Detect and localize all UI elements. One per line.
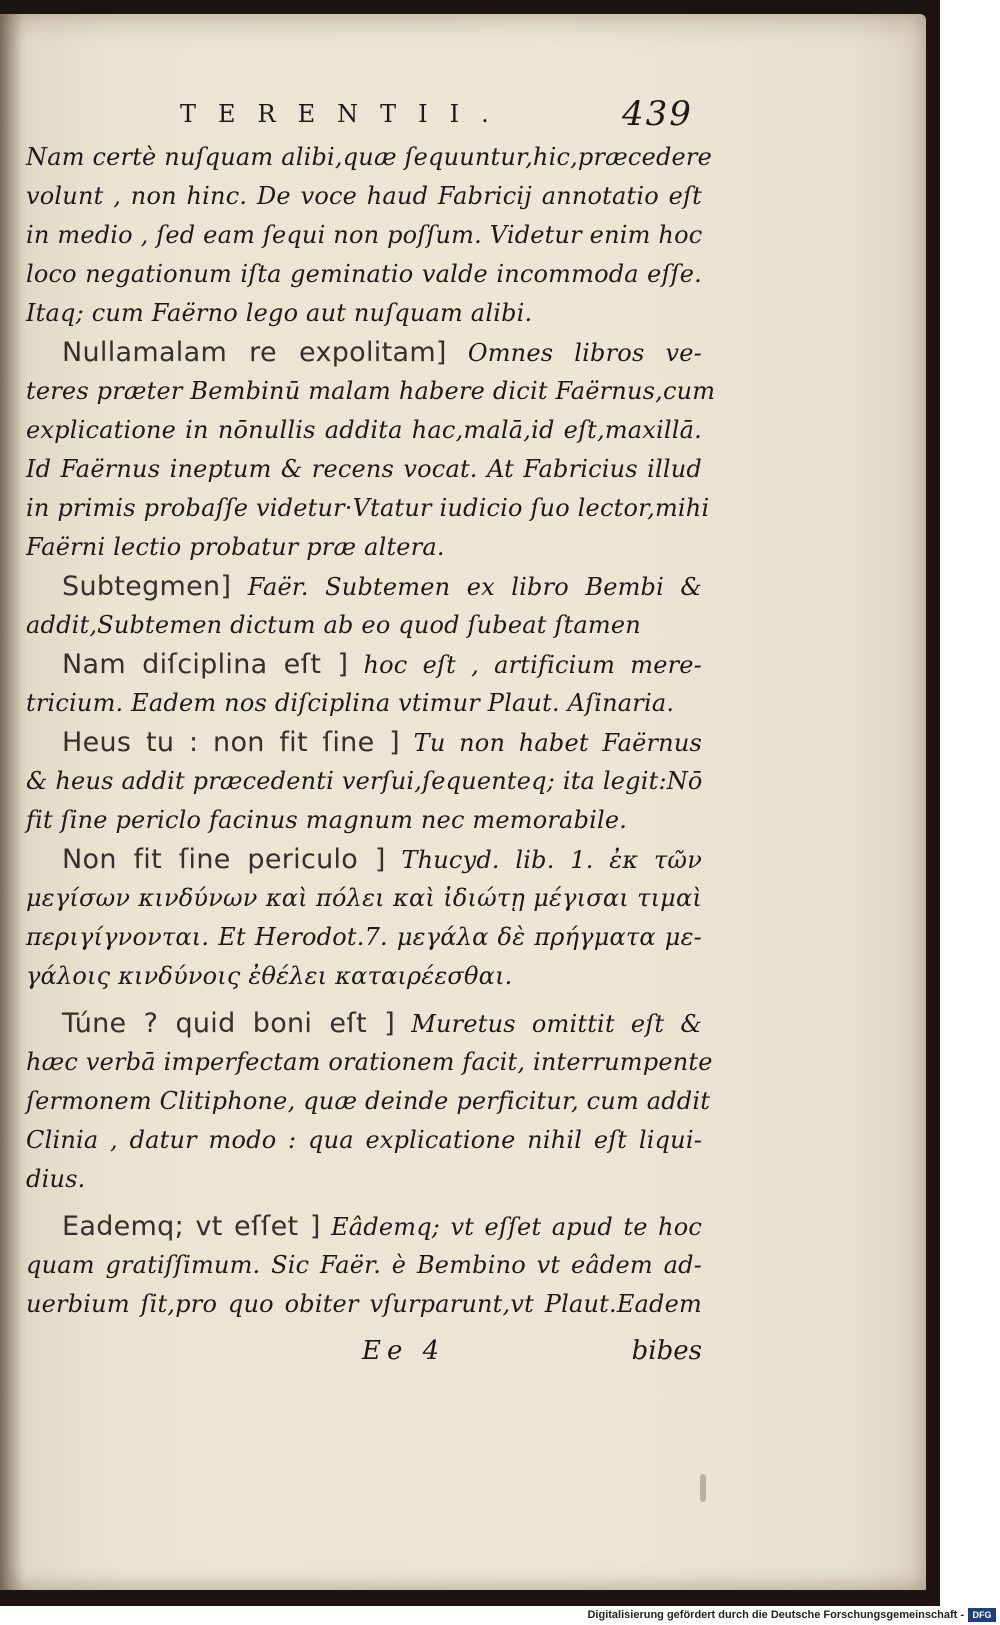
signature-mark: Ee 4 — [362, 1336, 446, 1366]
entry-first-line — [26, 333, 702, 372]
entry-first-line — [26, 645, 702, 684]
paper-stain — [700, 1474, 706, 1502]
entry-text: Tu non habet Faërnus — [413, 729, 702, 757]
spacer — [26, 996, 702, 1004]
text-line: uerbium ſit,pro quo obiter vſurparunt,vt Plaut.Eadem — [26, 1290, 702, 1318]
lemma: Túne ? quid boni eſt ] — [62, 1008, 396, 1039]
lemma: Nullamalam re expolitam] — [62, 337, 447, 368]
text-line: addit,Subtemen dictum ab eo quod ſubeat ſtamen — [26, 611, 641, 639]
text-line: Itaq; cum Faërno lego aut nuſquam alibi. — [26, 299, 533, 327]
lemma: Heus tu : non fit ſine ] — [62, 727, 401, 758]
page-number: 439 — [622, 94, 693, 134]
entry-text: hoc eſt , artificium mere- — [363, 651, 702, 679]
text-line: in medio , ſed eam ſequi non poſſum. Videtur enim hoc — [26, 221, 703, 249]
greek-text-line: περιγίγνονται. Et Herodot.7. μεγάλα δὲ πρήγματα με- — [26, 923, 702, 951]
dfg-logo: DFG — [968, 1608, 996, 1622]
text-line: ſermonem Clitiphone, quæ deinde perficitur, cum addit — [26, 1087, 711, 1115]
greek-text-line: μεγίσων κινδύνων καὶ πόλει καὶ ἰδιώτῃ μέγισαι τιμαὶ — [26, 884, 702, 912]
digitization-credit-bar — [0, 1606, 1000, 1625]
entry-first-line — [26, 1004, 702, 1043]
catchword: bibes — [631, 1336, 702, 1366]
page-footer-marks — [362, 1336, 702, 1376]
text-line: hæc verbā imperfectam orationem facit, interrumpente — [26, 1048, 713, 1076]
lemma: Non fit ſine periculo ] — [62, 844, 386, 875]
credit-text: Digitalisierung gefördert durch die Deutsche Forschungsgemeinschaft - — [587, 1609, 964, 1621]
commentary-text — [26, 138, 716, 1324]
entry-first-line — [26, 1207, 702, 1246]
entry-first-line — [26, 567, 702, 606]
entry-text: Thucyd. lib. 1. ἐκ τῶν — [401, 846, 702, 874]
greek-text-line: γάλοις κινδύνοις ἐθέλει καταιρέεσθαι. — [26, 962, 513, 990]
text-line: Id Faërnus ineptum & recens vocat. At Fabricius illud — [26, 455, 702, 483]
entry-first-line — [26, 723, 702, 762]
spacer — [26, 1199, 702, 1207]
lemma: Eademq; vt eſſet ] — [62, 1211, 321, 1242]
entry-text: Faër. Subtemen ex libro Bembi & — [247, 573, 702, 601]
text-line: & heus addit præcedenti verſui,ſequenteq; ita legit:Nō — [26, 767, 703, 795]
text-line: dius. — [26, 1165, 86, 1193]
text-line: explicatione in nōnullis addita hac,malā,id eſt,maxillā. — [26, 416, 702, 444]
lemma: Subtegmen] — [62, 571, 232, 602]
text-line: Clinia , datur modo : qua explicatione nihil eſt liqui- — [26, 1126, 702, 1154]
text-line: Faërni lectio probatur præ altera. — [26, 533, 445, 561]
entry-text: Eâdemq; vt eſſet apud te hoc — [331, 1213, 702, 1241]
running-head — [0, 94, 926, 138]
text-line: quam gratiſſimum. Sic Faër. è Bembino vt eâdem ad- — [26, 1251, 702, 1279]
running-title: TERENTII. — [180, 100, 511, 128]
book-page — [0, 14, 926, 1590]
text-line: fit ſine periclo facinus magnum nec memorabile. — [26, 806, 628, 834]
text-line: in primis probaſſe videtur·Vtatur iudicio ſuo lector,mihi — [26, 494, 710, 522]
entry-text: Omnes libros ve- — [467, 339, 702, 367]
text-line: volunt , non hinc. De voce haud Fabricij annotatio eſt — [26, 182, 702, 210]
entry-text: Muretus omittit eſt & — [411, 1010, 702, 1038]
entry-first-line — [26, 840, 702, 879]
text-line: Nam certè nuſquam alibi,quæ ſequuntur,hic,præcedere — [26, 143, 713, 171]
lemma: Nam diſciplina eſt ] — [62, 649, 349, 680]
text-line: tricium. Eadem nos diſciplina vtimur Plaut. Aſinaria. — [26, 689, 675, 717]
text-line: loco negationum iſta geminatio valde incommoda eſſe. — [26, 260, 702, 288]
text-line: teres præter Bembinū malam habere dicit Faërnus,cum — [26, 377, 716, 405]
